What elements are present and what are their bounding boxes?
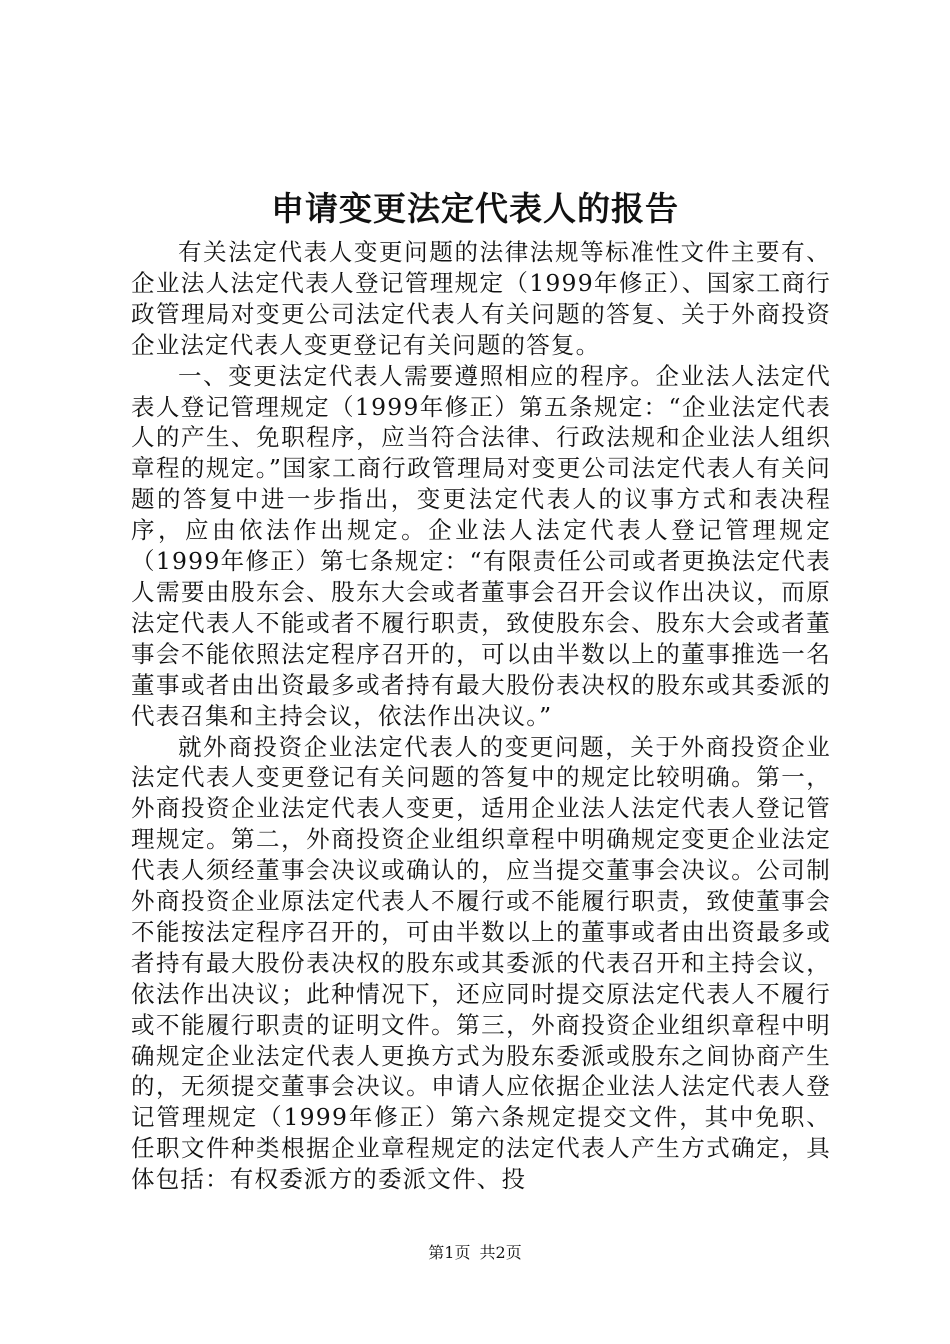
paragraph-foreign-investment: 就外商投资企业法定代表人的变更问题，关于外商投资企业法定代表人变更登记有关问题的答复中的规定比较明确。第一，外商投资企业法定代表人变更，适用企业法人法定代表人登记管理规定。第二，外商投资企业组织章程中明确规定变更企业法定代表人须经董事会决议或确认的，应当提交董事会决议。公司制外商投资企业原法定代表人不履行或不能履行职责，致使董事会不能按法定程序召开的，可由半数以上的董事或者由出资最多或者持有最大股份表决权的股东或其委派的代表召开和主持会议，依法作出决议；此种情况下，还应同时提交原法定代表人不履行或不能履行职责的证明文件。第三，外商投资企业组织章程中明确规定企业法定代表人更换方式为股东委派或股东之间协商产生的，无须提交董事会决议。申请人应依据企业法人法定代表人登记管理规定（1999年修正）第六条规定提交文件，其中免职、任职文件种类根据企业章程规定的法定代表人产生方式确定，具体包括：有权委派方的委派文件、投 <box>131 732 831 1194</box>
paragraph-procedure: 一、变更法定代表人需要遵照相应的程序。企业法人法定代表人登记管理规定（1999年修正）第五条规定：“企业法定代表人的产生、免职程序，应当符合法律、行政法规和企业法人组织章程的规定。”国家工商行政管理局对变更公司法定代表人有关问题的答复中进一步指出，变更法定代表人的议事方式和表决程序，应由依法作出规定。企业法人法定代表人登记管理规定（1999年修正）第七条规定：“有限责任公司或者更换法定代表人需要由股东会、股东大会或者董事会召开会议作出决议，而原法定代表人不能或者不履行职责，致使股东会、股东大会或者董事会不能依照法定程序召开的，可以由半数以上的董事推选一名董事或者由出资最多或者持有最大股份表决权的股东或其委派的代表召集和主持会议，依法作出决议。” <box>131 361 831 730</box>
document-body <box>131 237 831 1195</box>
paragraph-intro: 有关法定代表人变更问题的法律法规等标准性文件主要有、企业法人法定代表人登记管理规定（1999年修正）、国家工商行政管理局对变更公司法定代表人有关问题的答复、关于外商投资企业法定代表人变更登记有关问题的答复。 <box>131 238 831 359</box>
document-title: 申请变更法定代表人的报告 <box>271 189 679 228</box>
page-number-footer: 第1页 共2页 <box>428 1243 522 1262</box>
